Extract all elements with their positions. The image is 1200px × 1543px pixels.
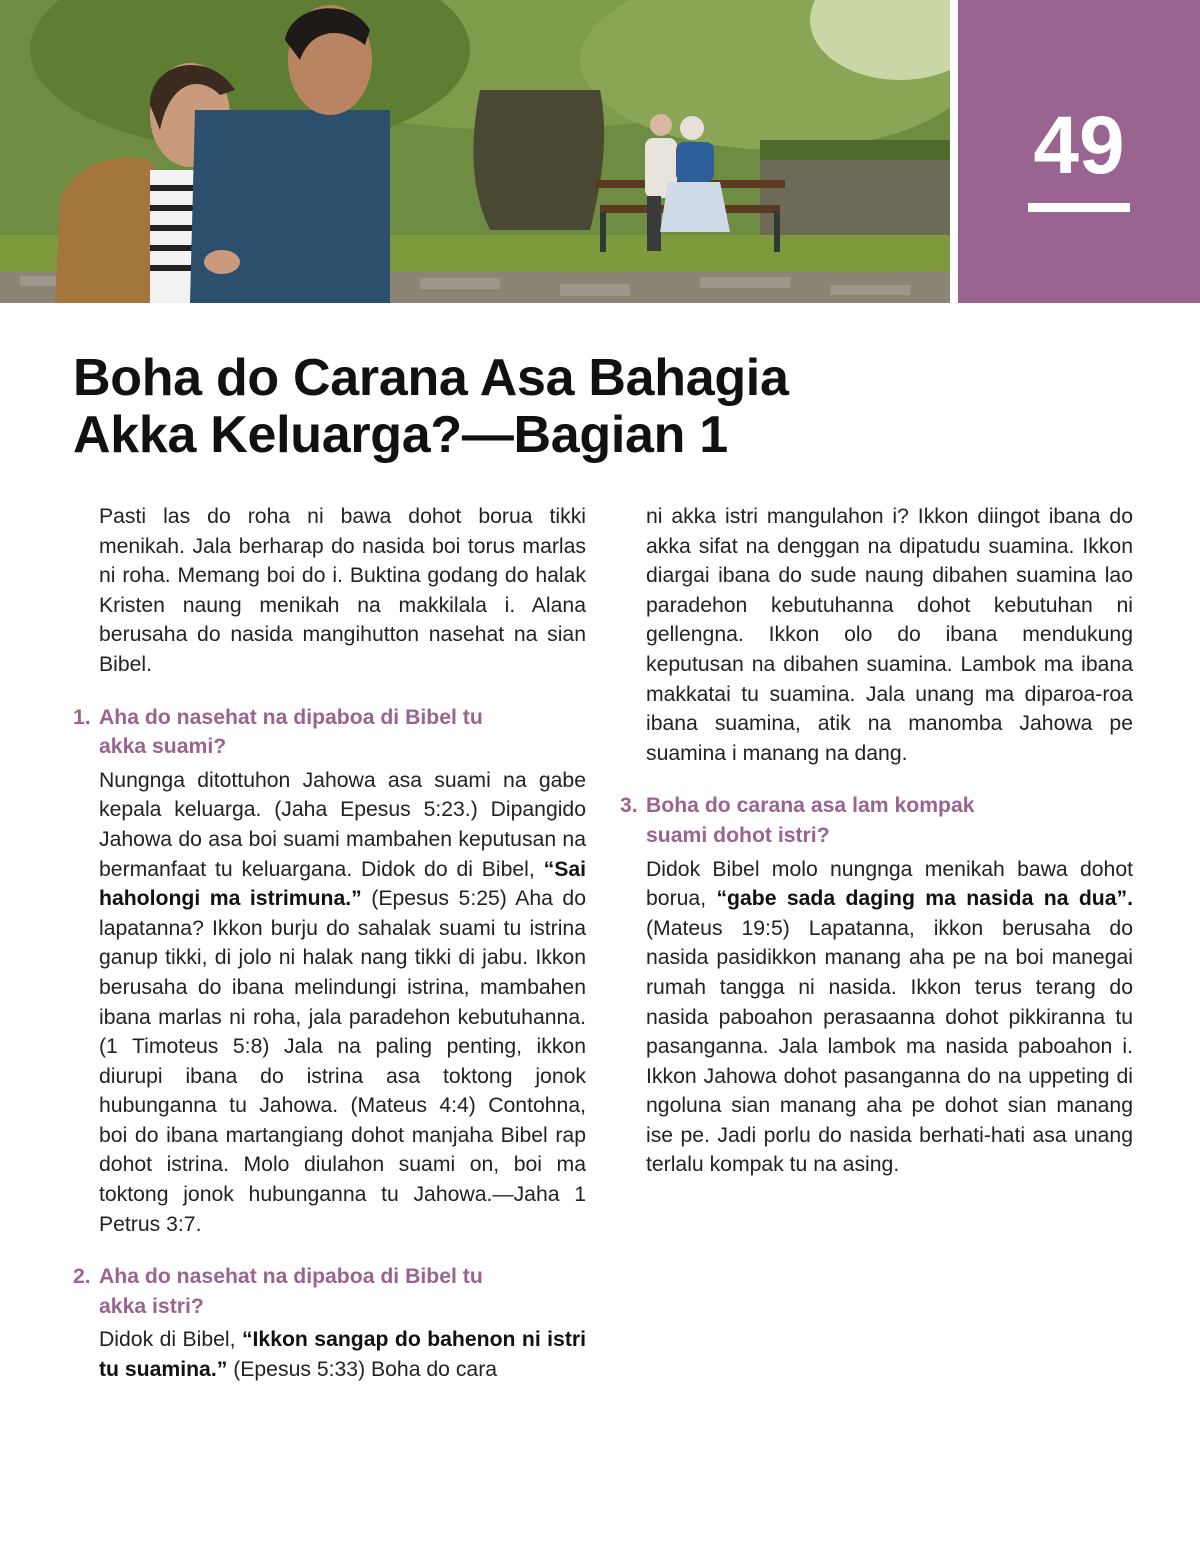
question-text: Boha do carana asa lam kompak suami dohot istri?	[646, 794, 975, 847]
question-heading	[620, 791, 1133, 850]
question-number: 1.	[73, 705, 91, 729]
scripture-quote: “gabe sada daging ma nasida na dua”.	[716, 887, 1133, 911]
question-number: 3.	[620, 794, 638, 818]
answer-paragraph-continued: ni akka istri mangulahon i? Ikkon diingot ibana do akka sifat na denggan na dipatudu suamina. Ikkon diargai ibana do sude naung dibahen suamina lao paradehon kebutuhanna dohot kebutuhan ni gellengna. Ikkon olo do ibana mendukung keputusan na dibahen suamina. Lambok ma ibana makkatai tu suamina. Jala unang ma diparoa-roa ibana suamina, atik na manomba Jahowa pe suamina i manang na dang.	[646, 505, 1133, 765]
answer-paragraph	[73, 766, 586, 1240]
answer-text: Didok Bibel molo nungnga menikah bawa dohot borua,	[646, 857, 1133, 911]
page-title	[73, 350, 973, 464]
page-title-line-1: Boha do Carana Asa Bahagia	[73, 349, 789, 407]
answer-text: (Epesus 5:33) Boha do cara	[227, 1358, 498, 1382]
answer-text: Nungnga ditottuhon Jahowa asa suami na gabe kepala keluarga. (Jaha Epesus 5:23.) Dipangido Jahowa do asa boi suami mambahen keputusan na bermanfaat tu keluargana. Didok do di Bibel,	[99, 768, 586, 881]
page-title-line-2: Akka Keluarga?—Bagian 1	[73, 406, 728, 464]
answer-text: (Mateus 19:5) Lapatanna, ikkon berusaha do nasida pasidikkon manang aha pe na boi manegai rumah tangga ni nasida. Ikkon terus terang do nasida paboahon perasaanna dohot pikkiranna tu pasanganna. Jala lambok ma nasida paboahon i. Ikkon Jahowa dohot pasanganna do na uppeting di ngoluna sian manang aha pe dohot sian manang ise pe. Jadi porlu do nasida berhati-hati asa unang terlalu kompak tu na asing.	[646, 916, 1133, 1177]
answer-paragraph	[73, 1325, 586, 1384]
answer-text: (Epesus 5:25) Aha do lapatanna? Ikkon burju do sahalak suami tu istrina ganup tikki, di jolo ni halak nang tikki di jabu. Ikkon berusaha do ibana melindungi istrina, mambahen ibana marlas ni roha, jala paradehon kebutuhanna. (1 Timoteus 5:8) Jala na paling penting, ikkon diurupi ibana do istrina asa toktong jonok hubunganna tu Jahowa. (Mateus 4:4) Contohna, boi do ibana martangiang dohot manjaha Bibel rap dohot istrina. Molo diulahon suami on, boi ma toktong jonok hubunganna tu Jahowa.—Jaha 1 Petrus 3:7.	[99, 887, 586, 1236]
question-number: 2.	[73, 1265, 91, 1289]
lesson-number-underline	[1028, 203, 1130, 212]
scripture-quote: “Ikkon sangap do bahenon ni istri tu suamina.”	[99, 1328, 587, 1382]
question-text: Aha do nasehat na dipaboa di Bibel tu akka istri?	[99, 1265, 483, 1318]
scripture-quote: “Sai haholongi ma istrimuna.”	[99, 857, 586, 911]
hero-photo	[0, 0, 950, 303]
park-scene-illustration	[0, 0, 950, 303]
lesson-number: 49	[1033, 100, 1125, 191]
left-column	[73, 502, 586, 1385]
lesson-number-box	[958, 0, 1200, 303]
question-heading	[73, 1262, 586, 1321]
answer-text: Didok di Bibel,	[99, 1328, 242, 1352]
right-column	[620, 502, 1133, 1203]
answer-paragraph	[620, 855, 1133, 1181]
question-text: Aha do nasehat na dipaboa di Bibel tu akka suami?	[99, 705, 483, 759]
intro-paragraph: Pasti las do roha ni bawa dohot borua tikki menikah. Jala berharap do nasida boi torus marlas ni roha. Memang boi do i. Buktina godang do halak Kristen naung menikah na makkilala i. Alana berusaha do nasida mangihutton nasehat na sian Bibel.	[99, 505, 586, 676]
question-heading	[73, 703, 586, 762]
